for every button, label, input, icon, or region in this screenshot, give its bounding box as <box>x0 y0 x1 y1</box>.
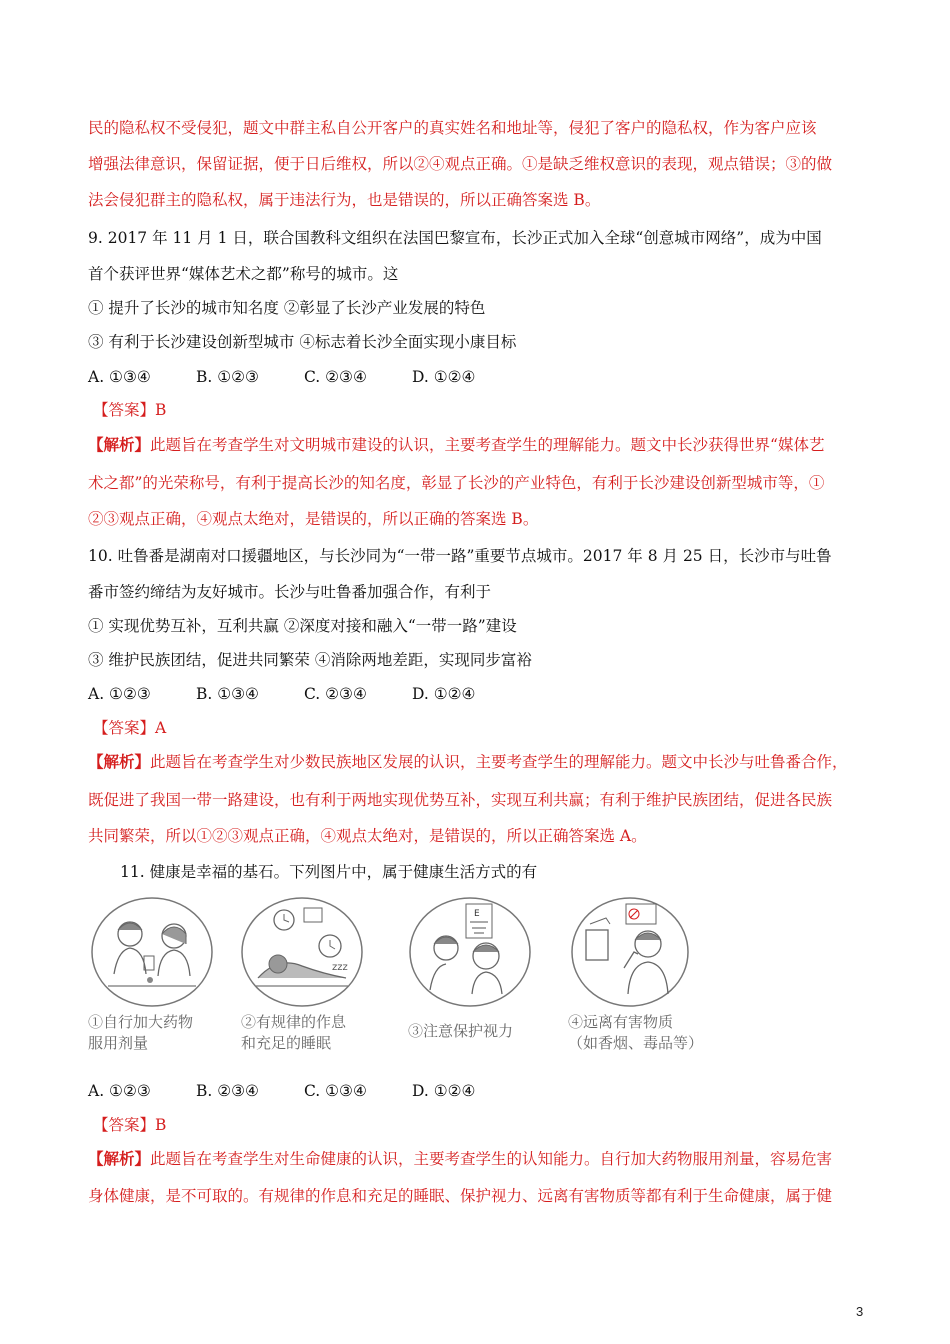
choice-d: D. ①②④ <box>412 685 476 703</box>
picture-caption: ②有规律的作息 <box>241 1013 347 1031</box>
no-smoking-scene-icon <box>568 894 692 1010</box>
analysis-tag: 【解析】 <box>88 1149 151 1168</box>
sleep-scene-icon <box>238 894 366 1010</box>
analysis-tag: 【解析】 <box>88 435 151 454</box>
choice-c: C. ①③④ <box>304 1082 367 1100</box>
analysis-text-line: 增强法律意识，保留证据，便于日后维权，所以②④观点正确。①是缺乏维权意识的表现，观点错误；③的做 <box>88 155 833 173</box>
question-10-analysis: 既促进了我国一带一路建设，也有利于两地实现优势互补，实现互利共赢；有利于维护民族团结，促进各民族 <box>88 791 833 809</box>
medicine-scene-icon <box>88 894 216 1010</box>
question-10-choices <box>88 684 475 704</box>
picture-sleep <box>238 894 366 1010</box>
choice-a: A. ①③④ <box>88 368 151 386</box>
picture-caption: （如香烟、毒品等） <box>568 1034 704 1052</box>
choice-b: B. ①②③ <box>196 368 259 386</box>
picture-caption: ①自行加大药物 <box>88 1013 194 1031</box>
eye-exercise-scene-icon <box>406 894 534 1010</box>
question-10-analysis <box>88 752 848 772</box>
eye-chart-letter: E <box>474 909 480 919</box>
question-9-analysis <box>88 435 824 455</box>
question-9-answer: 【答案】B <box>93 401 167 419</box>
choice-b: B. ②③④ <box>196 1082 259 1100</box>
page-number: 3 <box>856 1304 864 1319</box>
question-9-analysis: ②③观点正确，④观点太绝对，是错误的，所以正确的答案选 B。 <box>88 510 539 528</box>
question-11-stem: 11. 健康是幸福的基石。下列图片中，属于健康生活方式的有 <box>120 863 538 881</box>
question-11-answer: 【答案】B <box>93 1116 167 1134</box>
question-10-stem: 番市签约缔结为友好城市。长沙与吐鲁番加强合作，有利于 <box>88 583 492 601</box>
picture-caption: ④远离有害物质 <box>568 1013 674 1031</box>
question-11-choices <box>88 1081 475 1101</box>
picture-caption: ③注意保护视力 <box>408 1022 514 1040</box>
analysis-tag: 【解析】 <box>88 752 151 771</box>
question-9-stem: 首个获评世界“媒体艺术之都”称号的城市。这 <box>88 265 399 283</box>
question-9-analysis: 术之都”的光荣称号，有利于提高长沙的知名度，彰显了长沙的产业特色，有利于长沙建设创新型城市等，① <box>88 474 825 492</box>
question-9-stem: 9. 2017 年 11 月 1 日，联合国教科文组织在法国巴黎宣布，长沙正式加入全球“创意城市网络”，成为中国 <box>88 229 822 247</box>
analysis-text-line: 民的隐私权不受侵犯，题文中群主私自公开客户的真实姓名和地址等，侵犯了客户的隐私权，作为客户应该 <box>88 119 817 137</box>
question-9-statement: ① 提升了长沙的城市知名度 ②彰显了长沙产业发展的特色 <box>88 299 486 317</box>
picture-no-smoking <box>568 894 692 1010</box>
question-10-answer: 【答案】A <box>93 719 167 737</box>
choice-c: C. ②③④ <box>304 368 367 386</box>
picture-medicine <box>88 894 216 1010</box>
analysis-text-line: 法会侵犯群主的隐私权，属于违法行为，也是错误的，所以正确答案选 B。 <box>88 191 601 209</box>
choice-a: A. ①②③ <box>88 685 151 703</box>
picture-caption: 服用剂量 <box>88 1034 149 1052</box>
analysis-text: 此题旨在考查学生对文明城市建设的认识，主要考查学生的理解能力。题文中长沙获得世界“媒体艺 <box>150 436 825 454</box>
picture-eyes <box>406 894 534 1010</box>
choice-b: B. ①③④ <box>196 685 259 703</box>
sleep-zzz: zzz <box>332 962 348 973</box>
choice-a: A. ①②③ <box>88 1082 151 1100</box>
question-10-statement: ③ 维护民族团结，促进共同繁荣 ④消除两地差距，实现同步富裕 <box>88 651 532 669</box>
choice-d: D. ①②④ <box>412 1082 476 1100</box>
question-10-statement: ① 实现优势互补，互利共赢 ②深度对接和融入“一带一路”建设 <box>88 617 517 635</box>
choice-d: D. ①②④ <box>412 368 476 386</box>
analysis-text: 此题旨在考查学生对生命健康的认识，主要考查学生的认知能力。自行加大药物服用剂量，容易危害 <box>150 1150 833 1168</box>
analysis-text: 此题旨在考查学生对少数民族地区发展的认识，主要考查学生的理解能力。题文中长沙与吐鲁番合作， <box>150 753 848 771</box>
question-11-analysis: 身体健康，是不可取的。有规律的作息和充足的睡眠、保护视力、远离有害物质等都有利于生命健康，属于健 <box>88 1187 833 1205</box>
question-9-choices <box>88 367 475 387</box>
choice-c: C. ②③④ <box>304 685 367 703</box>
question-10-analysis: 共同繁荣，所以①②③观点正确，④观点太绝对，是错误的，所以正确答案选 A。 <box>88 827 647 845</box>
question-9-statement: ③ 有利于长沙建设创新型城市 ④标志着长沙全面实现小康目标 <box>88 333 517 351</box>
picture-caption: 和充足的睡眠 <box>241 1034 332 1052</box>
question-11-analysis <box>88 1149 832 1169</box>
question-10-stem: 10. 吐鲁番是湖南对口援疆地区，与长沙同为“一带一路”重要节点城市。2017 年 8 月 25 日，长沙市与吐鲁 <box>88 547 832 565</box>
